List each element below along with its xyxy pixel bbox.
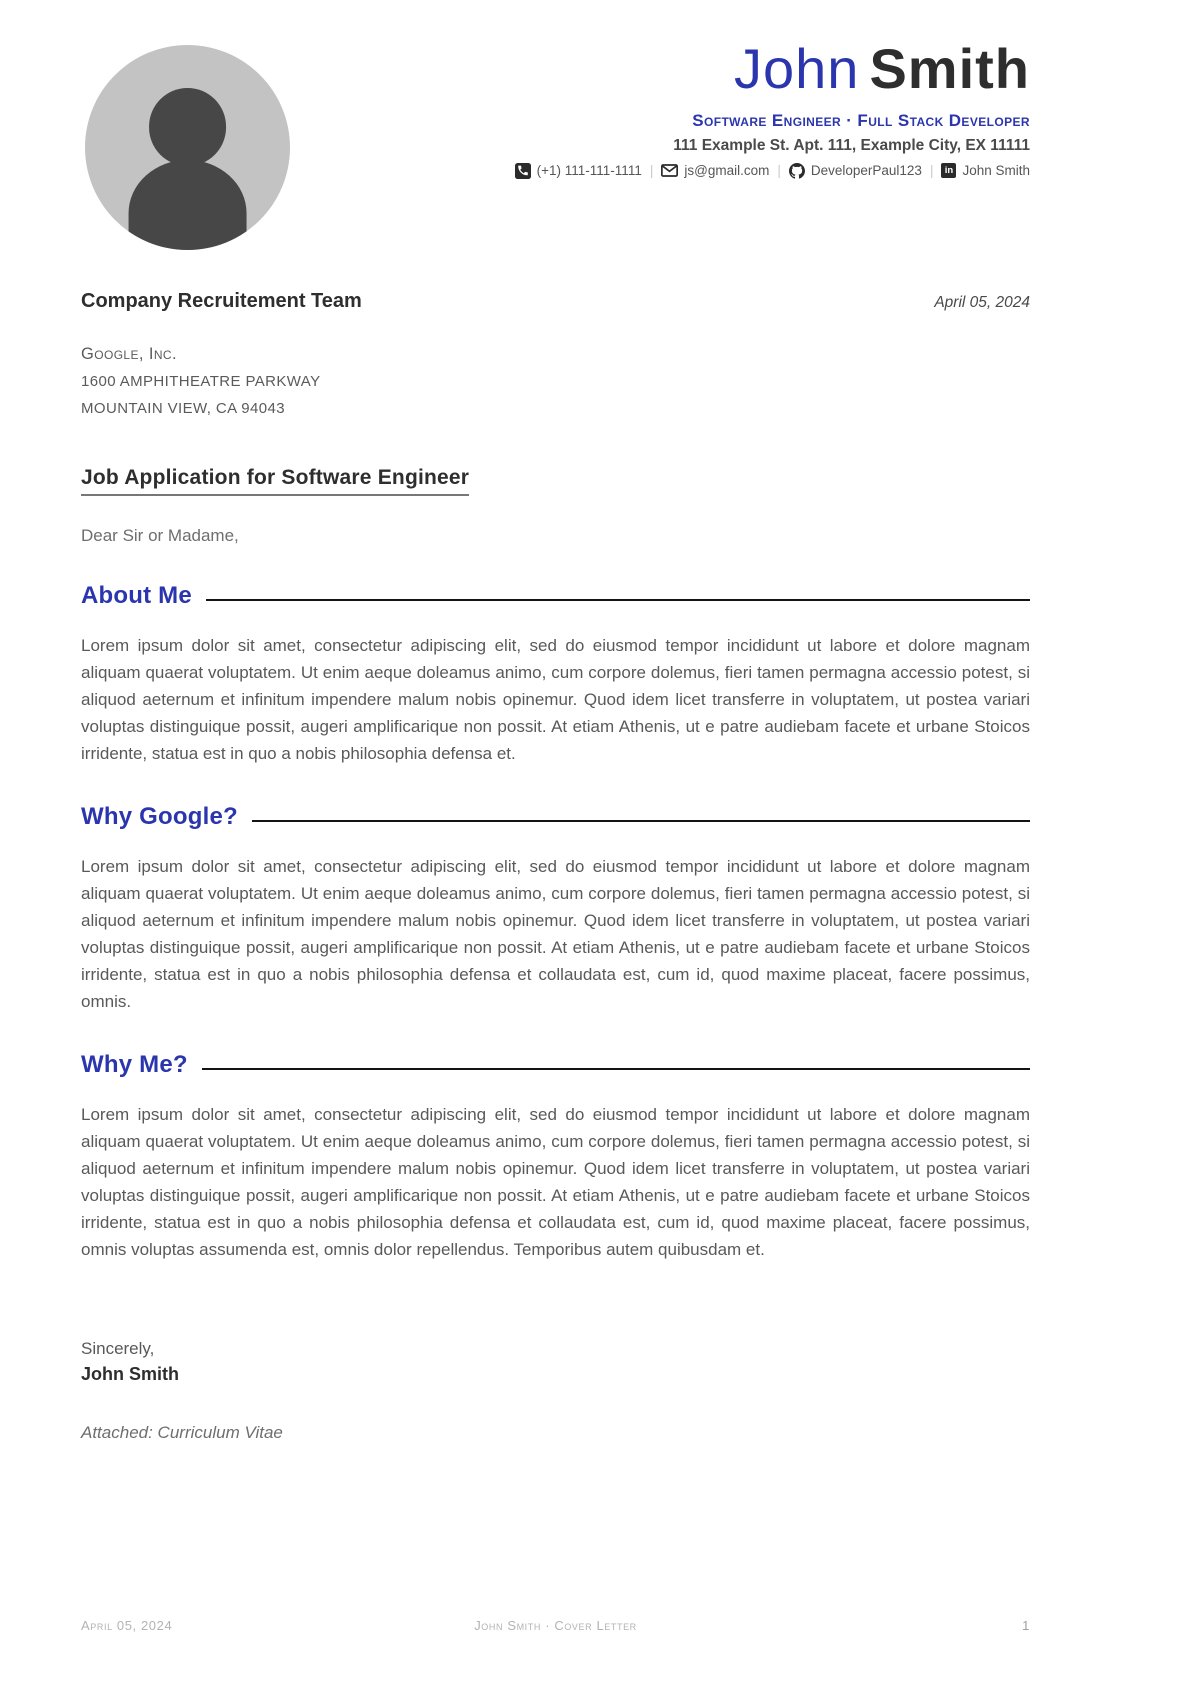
avatar [85, 45, 290, 250]
email-contact[interactable] [661, 163, 769, 178]
applicant-name [515, 37, 1030, 100]
page-footer [81, 1618, 1030, 1633]
letter-subject: Job Application for Software Engineer [81, 466, 469, 496]
recipient-team: Company Recruitement Team [81, 290, 362, 312]
section-title: About Me [81, 582, 192, 609]
header [515, 37, 1030, 179]
linkedin-icon: in [941, 163, 956, 178]
section-rule [202, 1068, 1030, 1070]
section-about-me [81, 582, 1030, 767]
email-icon [661, 164, 678, 177]
avatar-torso-shape [128, 160, 247, 250]
recipient-row [81, 290, 1030, 313]
first-name: John [734, 37, 860, 100]
recipient-company: Google, Inc. [81, 345, 177, 363]
linkedin-contact[interactable] [941, 163, 1030, 178]
section-paragraph: Lorem ipsum dolor sit amet, consectetur adipiscing elit, sed do eiusmod tempor incididunt ut labore et dolore magnam aliquam quaerat voluptatem. Ut enim aeque doleamus animo, cum corpore dolemus, fieri tamen permagna accessio potest, si aliquod aeternum et infinitum impendere malum nobis opinemur. Quod idem licet transferre in voluptatem, ut postea variari voluptas distinguique possit, augeri amplificarique non possit. At etiam Athenis, ut e patre audiebam facete et urbane Stoicos irridente, statua est in quo a nobis philosophia defensa et collaudata est, cum id, quod maxime placeat, facere possimus, omnis voluptas assumenda est, omnis dolor repellendus. Temporibus autem quibusdam et. [81, 1105, 1030, 1259]
closing-block [81, 1339, 1030, 1385]
position-title: Software Engineer · Full Stack Developer [692, 110, 1030, 130]
separator: | [649, 163, 654, 179]
section-paragraph: Lorem ipsum dolor sit amet, consectetur adipiscing elit, sed do eiusmod tempor incididunt ut labore et dolore magnam aliquam quaerat voluptatem. Ut enim aeque doleamus animo, cum corpore dolemus, fieri tamen permagna accessio potest, si aliquod aeternum et infinitum impendere malum nobis opinemur. Quod idem licet transferre in voluptatem, ut postea variari voluptas distinguique possit, augeri amplificarique non possit. At etiam Athenis, ut e patre audiebam facete et urbane Stoicos irridente, statua est in quo a nobis philosophia defensa et. [81, 636, 1030, 763]
section-heading [81, 1051, 1030, 1079]
section-heading [81, 582, 1030, 610]
footer-date: April 05, 2024 [81, 1618, 173, 1633]
contact-line [515, 163, 1030, 179]
github-contact[interactable] [789, 163, 922, 179]
section-why-me [81, 1051, 1030, 1263]
last-name: Smith [869, 37, 1030, 100]
phone-number: (+1) 111-111-1111 [536, 163, 642, 179]
valediction: Sincerely, [81, 1339, 155, 1358]
linkedin-name: John Smith [962, 163, 1030, 179]
separator: | [777, 163, 781, 179]
github-icon [789, 163, 805, 179]
phone-icon [515, 163, 531, 179]
section-rule [252, 820, 1030, 822]
footer-doc-title: John Smith · Cover Letter [474, 1618, 637, 1633]
section-why-google [81, 803, 1030, 1015]
phone-contact[interactable] [515, 163, 642, 179]
section-rule [206, 599, 1030, 601]
attachment-note: Attached: Curriculum Vitae [81, 1423, 283, 1442]
github-username: DeveloperPaul123 [810, 163, 922, 179]
signature-name: John Smith [81, 1364, 179, 1384]
section-title: Why Me? [81, 1051, 188, 1078]
footer-page-number: 1 [1022, 1618, 1030, 1633]
letter-greeting: Dear Sir or Madame, [81, 526, 239, 545]
recipient-address-line1: 1600 AMPHITHEATRE PARKWAY [81, 373, 321, 390]
email-address: js@gmail.com [684, 163, 770, 179]
letter-date: April 05, 2024 [934, 294, 1030, 311]
avatar-head-shape [149, 88, 227, 166]
recipient-address-block [81, 341, 1030, 422]
separator: | [929, 163, 934, 179]
recipient-address-line2: MOUNTAIN VIEW, CA 94043 [81, 400, 285, 417]
section-title: Why Google? [81, 803, 238, 830]
section-heading [81, 803, 1030, 831]
letter-body [81, 290, 1030, 1443]
section-paragraph: Lorem ipsum dolor sit amet, consectetur adipiscing elit, sed do eiusmod tempor incididunt ut labore et dolore magnam aliquam quaerat voluptatem. Ut enim aeque doleamus animo, cum corpore dolemus, fieri tamen permagna accessio potest, si aliquod aeternum et infinitum impendere malum nobis opinemur. Quod idem licet transferre in voluptatem, ut postea variari voluptas distinguique possit, augeri amplificarique non possit. At etiam Athenis, ut e patre audiebam facete et urbane Stoicos irridente, statua est in quo a nobis philosophia defensa et collaudata est, cum id, quod maxime placeat, facere possimus, omnis. [81, 857, 1030, 1011]
applicant-address: 111 Example St. Apt. 111, Example City, EX 11111 [673, 136, 1030, 154]
